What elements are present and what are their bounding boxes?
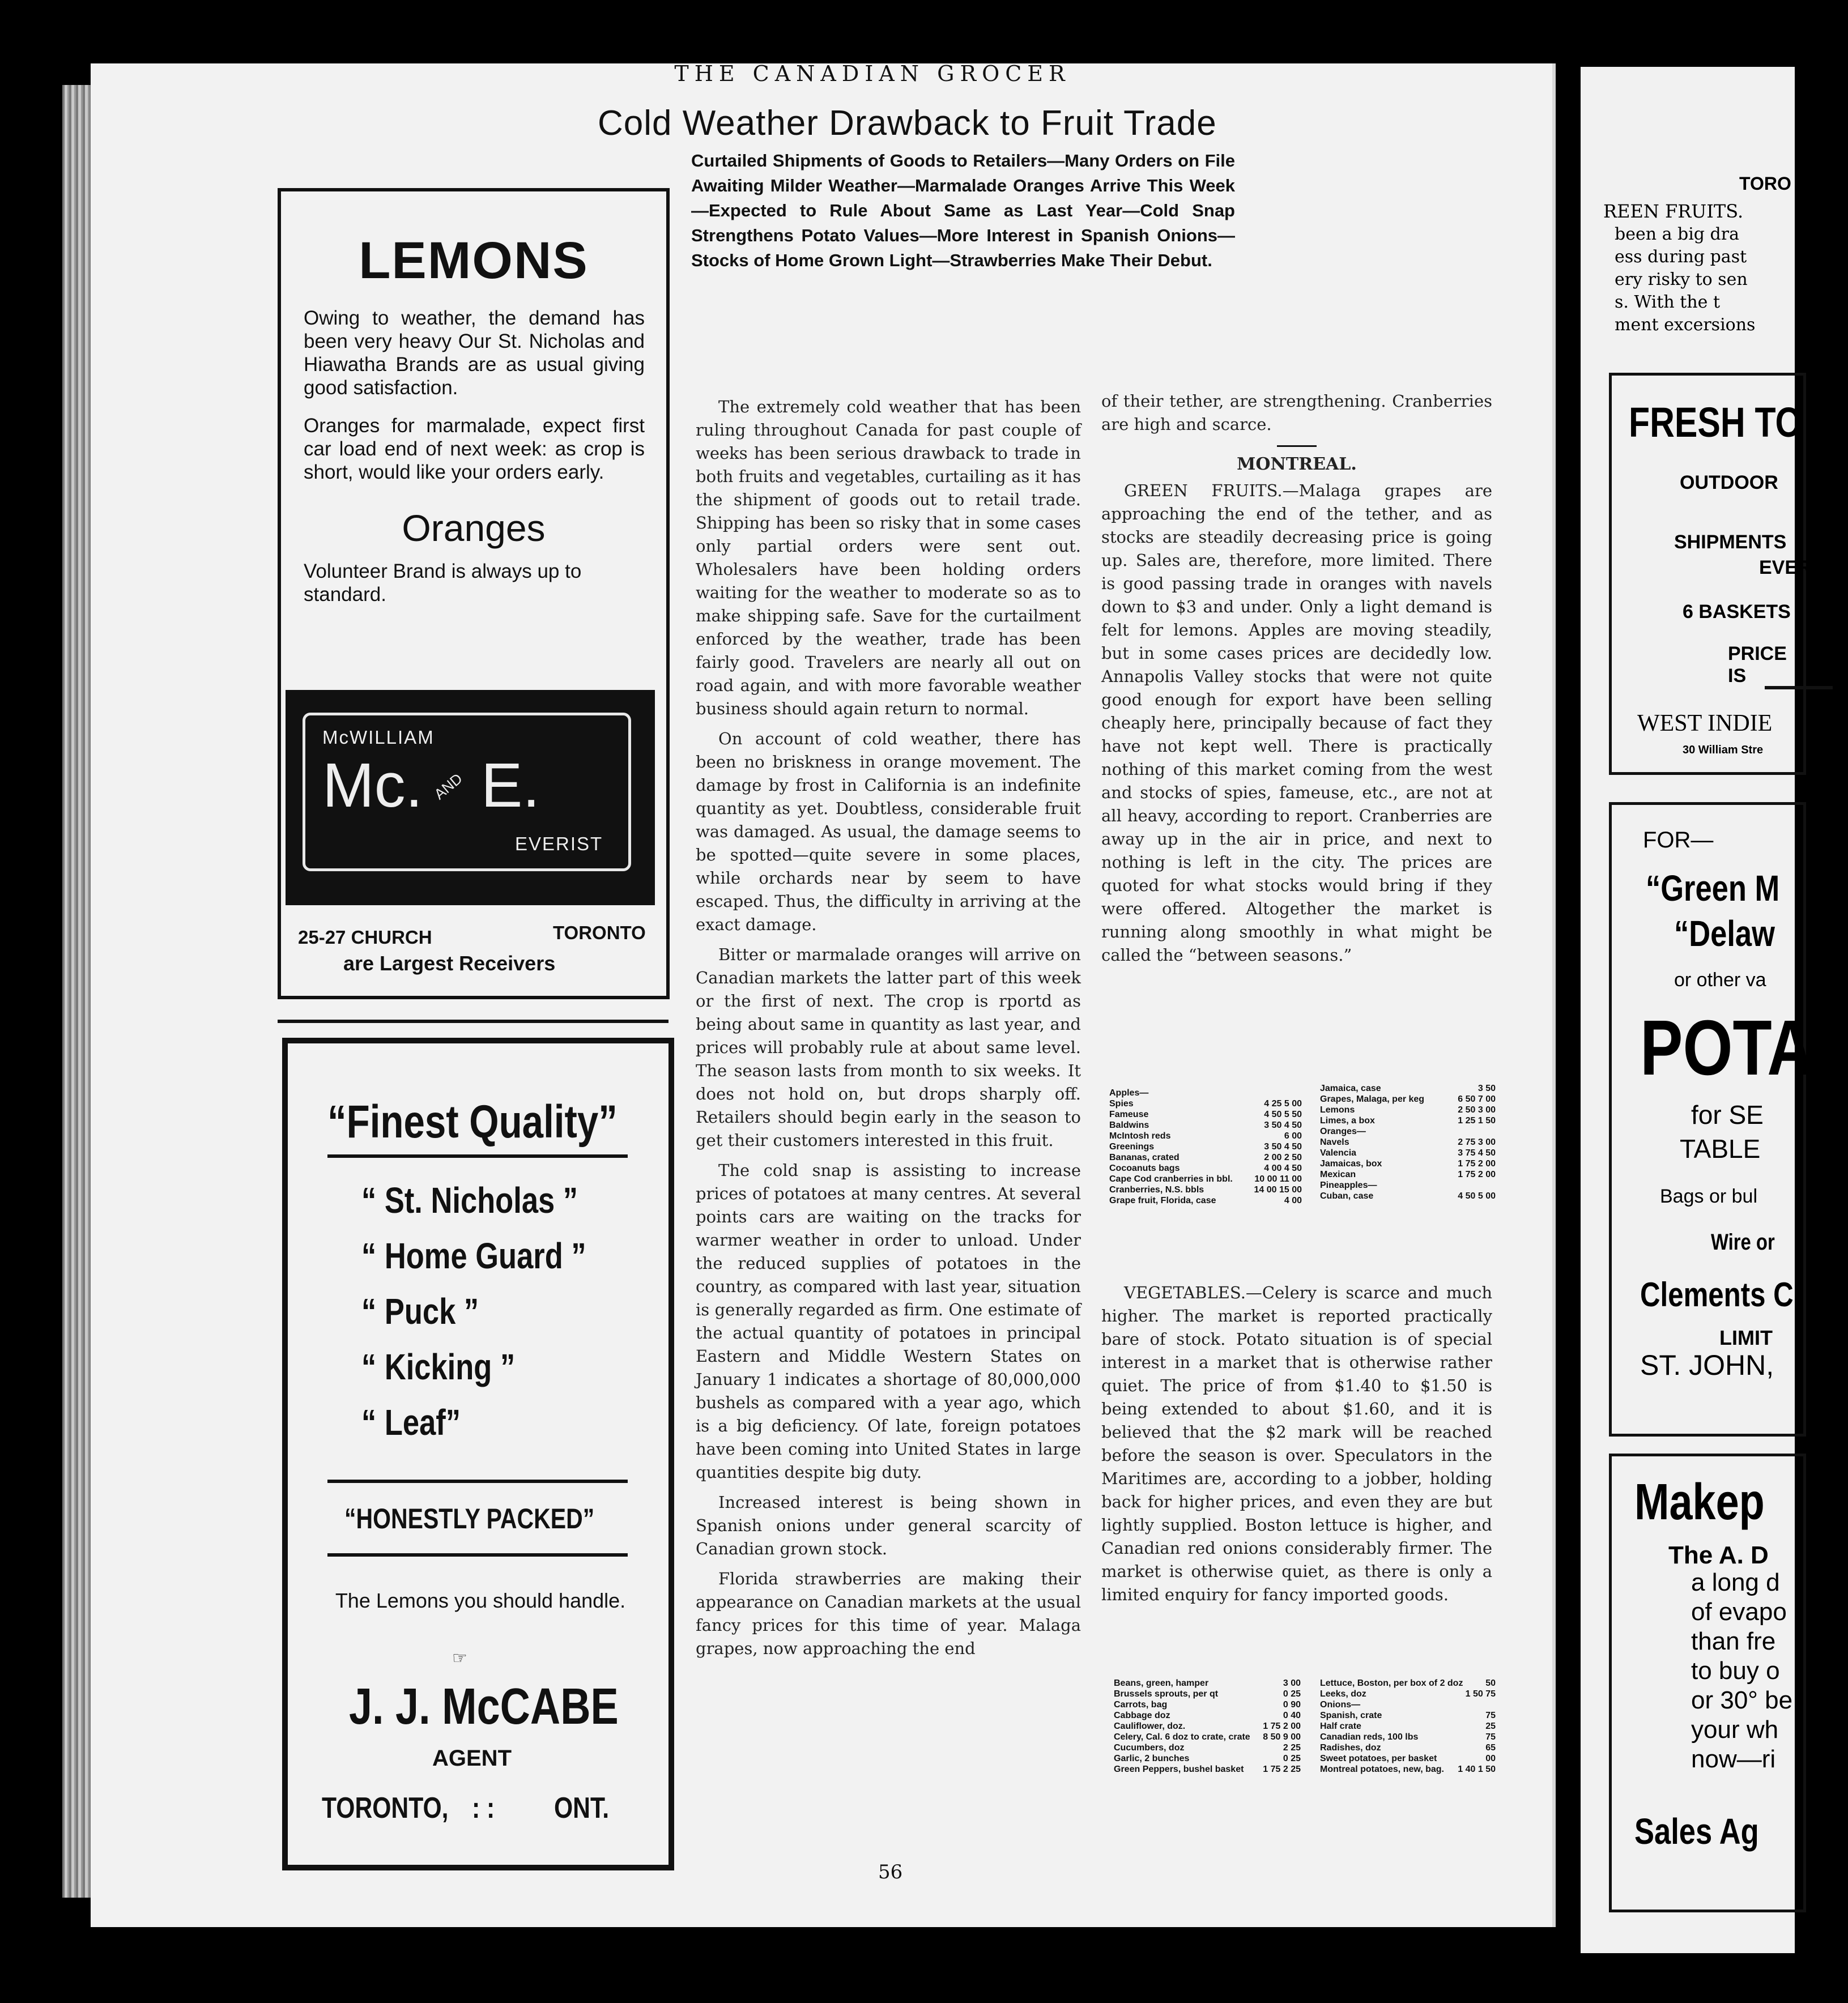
price-value: 2 00 2 50 — [1264, 1153, 1302, 1162]
price-item: Spies — [1109, 1099, 1134, 1109]
logo-mcwilliam: McWILLIAM — [322, 727, 435, 748]
next-page-line: been a big dra — [1615, 224, 1739, 244]
ad-line: to buy o — [1691, 1657, 1780, 1685]
lemons-advertisement — [278, 188, 670, 999]
price-value: 1 25 1 50 — [1458, 1116, 1496, 1126]
price-item: Cauliflower, doz. — [1114, 1721, 1186, 1731]
price-row — [1320, 1753, 1496, 1764]
address-toronto: TORONTO — [553, 922, 646, 943]
price-value: 25 — [1485, 1721, 1496, 1731]
price-item: Grape fruit, Florida, case — [1109, 1196, 1216, 1205]
article-column-1 — [696, 395, 1081, 1660]
packed-rule-bottom — [327, 1553, 628, 1557]
ad-line: than fre — [1691, 1627, 1776, 1655]
price-value: 2 50 3 00 — [1458, 1105, 1496, 1115]
price-item: Green Peppers, bushel basket — [1114, 1765, 1244, 1774]
price-item: Brussels sprouts, per qt — [1114, 1689, 1219, 1699]
price-value: 14 00 15 00 — [1254, 1185, 1302, 1195]
logo-and: AND — [431, 769, 466, 803]
price-row — [1109, 1098, 1302, 1109]
price-value: 3 00 — [1283, 1678, 1301, 1688]
article-paragraph: The extremely cold weather that has been ruling throughout Canada for past couple of weeks has been serious drawback to trade in both fruits and vegetables, curtailing as it has the shipment of goods out to retail trade. Shipping has been so risky that in some cases only partial orders were sent out. Wholesalers have been holding orders waiting for the weather to moderate so as to make shipping safe. Save for the curtailment enforced by the weather, trade has been fairly good. Travelers are nearly all out on road again, and with more favorable weather business should again return to normal. — [696, 397, 1081, 718]
price-item: Leeks, doz — [1320, 1689, 1366, 1699]
price-item: Jamaica, case — [1320, 1084, 1381, 1093]
price-item: Canadian reds, 100 lbs — [1320, 1732, 1419, 1742]
price-row — [1109, 1088, 1302, 1098]
price-item: Sweet potatoes, per basket — [1320, 1754, 1437, 1763]
price-row — [1109, 1174, 1302, 1184]
price-item: Limes, a box — [1320, 1116, 1375, 1126]
price-item: Cucumbers, doz — [1114, 1743, 1185, 1753]
packed-rule-top — [327, 1480, 628, 1483]
ad-line: PRICE IS — [1728, 643, 1787, 687]
evaporated-apples-ad — [1609, 1454, 1806, 1912]
price-row — [1114, 1710, 1301, 1721]
price-value: 2 25 — [1283, 1743, 1301, 1753]
ad-line: Makep — [1634, 1474, 1765, 1531]
price-row — [1320, 1721, 1496, 1732]
ad-line: your wh — [1691, 1716, 1779, 1744]
price-item: Beans, green, hamper — [1114, 1678, 1209, 1688]
price-row — [1114, 1753, 1301, 1764]
article-paragraph: Florida strawberries are making their appearance on Canadian markets at the usual fancy prices for this time of year. Malaga grapes, now approaching the end — [696, 1569, 1081, 1658]
price-item: Garlic, 2 bunches — [1114, 1754, 1190, 1763]
ad-line: TABLE — [1680, 1134, 1761, 1164]
price-value: 1 40 1 50 — [1458, 1765, 1496, 1774]
fruit-price-table-right — [1320, 1083, 1496, 1201]
price-value: 50 — [1485, 1678, 1496, 1688]
agent-label: AGENT — [432, 1746, 512, 1771]
article-column-2 — [1101, 390, 1492, 967]
price-value: 75 — [1485, 1711, 1496, 1720]
brand-item: “ Kicking ” — [361, 1346, 516, 1387]
price-item: Radishes, doz — [1320, 1743, 1381, 1753]
price-row — [1320, 1191, 1496, 1201]
price-item: Lettuce, Boston, per box of 2 doz — [1320, 1678, 1463, 1688]
price-value: 3 75 4 50 — [1458, 1148, 1496, 1158]
price-item: Celery, Cal. 6 doz to crate, crate — [1114, 1732, 1250, 1742]
next-page-heading: TORO — [1739, 173, 1791, 194]
price-row — [1114, 1732, 1301, 1742]
ad-line: The A. D — [1668, 1541, 1769, 1569]
ad-line: 6 BASKETS — [1683, 601, 1791, 623]
price-value: 00 — [1485, 1754, 1496, 1763]
ad-line: FOR— — [1643, 828, 1714, 853]
price-value: 0 90 — [1283, 1700, 1301, 1710]
price-row — [1114, 1678, 1301, 1689]
brand-item: “ Puck ” — [361, 1291, 479, 1332]
veg-price-table-left — [1114, 1678, 1301, 1775]
finest-quality-title: “Finest Quality” — [327, 1096, 618, 1148]
price-value: 1 75 2 00 — [1458, 1170, 1496, 1179]
article-paragraph: Bitter or marmalade oranges will arrive on Canadian markets the latter part of this week or the first of next. The crop is rportd as being about same in quantity as last year, and prices will probably rule at about same level. The season lasts from month to six weeks. It does not hold on, but drops sharply off. Retailers should begin early in the season to get their customers interested in this fruit. — [696, 945, 1081, 1150]
price-item: Carrots, bag — [1114, 1700, 1168, 1710]
ad-line: for SE — [1691, 1100, 1764, 1130]
page-header: THE CANADIAN GROCER — [674, 61, 1071, 86]
ad-line: Wire or — [1711, 1230, 1775, 1255]
price-item: Bananas, crated — [1109, 1153, 1180, 1162]
price-value: 1 75 2 00 — [1263, 1721, 1301, 1731]
next-page-text — [1615, 223, 1755, 336]
lemons-tagline: The Lemons you should handle. — [335, 1589, 626, 1612]
price-row — [1320, 1137, 1496, 1148]
address-church: 25-27 CHURCH — [298, 927, 432, 948]
ad-line: EVERY — [1759, 557, 1824, 578]
price-item: Cape Cod cranberries in bbl. — [1109, 1174, 1233, 1184]
ad-line: “Green M — [1646, 868, 1780, 909]
lemons-title: LEMONS — [359, 232, 589, 289]
brand-list — [361, 1179, 636, 1457]
price-item: Valencia — [1320, 1148, 1357, 1158]
price-item: Cranberries, N.S. bbls — [1109, 1185, 1204, 1195]
oranges-title: Oranges — [402, 507, 546, 549]
price-row — [1114, 1742, 1301, 1753]
ad-line: Sales Ag — [1634, 1811, 1759, 1852]
article-paragraph: Increased interest is being shown in Spanish onions under general scarcity of Canadian grown stock. — [696, 1493, 1081, 1558]
price-value: 3 50 4 50 — [1264, 1120, 1302, 1130]
logo-everist: EVERIST — [515, 833, 603, 854]
price-row — [1320, 1764, 1496, 1775]
brand-item: “ Leaf” — [361, 1402, 461, 1443]
montreal-heading: MONTREAL. — [1237, 454, 1357, 474]
price-row — [1320, 1169, 1496, 1180]
next-page-line: ery risky to sen — [1615, 270, 1748, 289]
price-value: 4 00 4 50 — [1264, 1164, 1302, 1173]
mccabe-advertisement — [282, 1038, 674, 1870]
price-row — [1109, 1120, 1302, 1131]
ad-line: a long d — [1691, 1569, 1780, 1596]
mcwilliam-everist-logo — [286, 690, 655, 905]
largest-receivers: are Largest Receivers — [343, 952, 556, 975]
province-label: ONT. — [554, 1792, 610, 1825]
ad-line: now—ri — [1691, 1745, 1776, 1773]
price-value: 4 50 5 50 — [1264, 1110, 1302, 1119]
price-value: 4 50 5 00 — [1458, 1191, 1496, 1201]
price-row — [1109, 1109, 1302, 1120]
price-row — [1109, 1195, 1302, 1206]
price-row — [1320, 1180, 1496, 1191]
price-row — [1320, 1105, 1496, 1115]
price-value: 1 75 2 25 — [1263, 1765, 1301, 1774]
price-row — [1320, 1678, 1496, 1689]
ad-line: Bags or bul — [1660, 1186, 1757, 1207]
montreal-rule — [1277, 445, 1317, 447]
next-page-green-fruits: REEN FRUITS. — [1603, 201, 1744, 222]
price-value: 4 00 — [1284, 1196, 1302, 1205]
ad-line: POTAT — [1640, 1004, 1848, 1092]
price-item: Cocoanuts bags — [1109, 1164, 1180, 1173]
price-value — [1411, 1699, 1496, 1710]
volunteer-paragraph: Volunteer Brand is always up to standard. — [304, 560, 582, 606]
price-row — [1320, 1742, 1496, 1753]
ad-line: “Delaw — [1674, 913, 1775, 954]
price-value — [1411, 1126, 1496, 1137]
price-item: Spanish, crate — [1320, 1711, 1382, 1720]
price-row — [1320, 1732, 1496, 1742]
divider-rule — [278, 1020, 668, 1023]
ad-line: SHIPMENTS — [1674, 531, 1787, 553]
price-item: Jamaicas, box — [1320, 1159, 1382, 1169]
price-item: Pineapples— — [1320, 1181, 1377, 1190]
title-underline — [327, 1154, 628, 1158]
ad-line: or 30° be — [1691, 1686, 1793, 1714]
brand-item: “ Home Guard ” — [361, 1235, 586, 1276]
price-value: 0 40 — [1283, 1711, 1301, 1720]
price-item: Grapes, Malaga, per keg — [1320, 1094, 1425, 1104]
price-item: Mexican — [1320, 1170, 1356, 1179]
price-item: Montreal potatoes, new, bag. — [1320, 1765, 1444, 1774]
price-value: 3 50 — [1477, 1084, 1496, 1093]
price-value: 1 50 75 — [1465, 1689, 1496, 1699]
mccabe-name: J. J. McCABE — [349, 1678, 619, 1735]
ad-line: Clements C — [1640, 1276, 1794, 1314]
price-item: Onions— — [1320, 1700, 1361, 1710]
price-value: 1 75 2 00 — [1458, 1159, 1496, 1169]
article-paragraph: The cold snap is assisting to increase prices of potatoes at many centres. At several points cars are waiting on the tracks for warmer weather in order to unload. Under the reduced supplies of potatoes in the country, as compared with last year, situation is generally regarded as firm. One estimate of the actual quantity of potatoes in principal Eastern and Middle Western States on January 1 indicates a shortage of 80,000,000 bushels as compared with a year ago, which is a big deficiency. Of late, foreign potatoes have been coming into United States in large quantities despite big duty. — [696, 1161, 1081, 1482]
price-value: 65 — [1485, 1743, 1496, 1753]
price-row — [1320, 1699, 1496, 1710]
price-item: Oranges— — [1320, 1127, 1366, 1136]
price-row — [1109, 1184, 1302, 1195]
price-row — [1320, 1710, 1496, 1721]
veg-price-table-right — [1320, 1678, 1496, 1775]
ad-line: of evapo — [1691, 1598, 1787, 1626]
hand-ornament: ☞ — [452, 1648, 467, 1668]
vegetables-paragraph: VEGETABLES.—Celery is scarce and much higher. The market is reported practically bare of stock. Potato situation is of special interest in a market that is otherwise rather quiet. The price of from $1.40 to $1.50 is being extended to about $1.60, and it is believed that the $2 mark will be reached before the season is over. Speculators in the Maritimes are, according to a jobber, holding back for higher prices, and even they are but lightly supplied. Boston lettuce is higher, and Canadian red onions considerably firmer. The market is otherwise quiet, as there is only a limited enquiry for fancy imported goods. — [1101, 1283, 1492, 1604]
price-row — [1109, 1152, 1302, 1163]
price-row — [1114, 1689, 1301, 1699]
price-value: 3 50 4 50 — [1264, 1142, 1302, 1152]
price-row — [1320, 1158, 1496, 1169]
price-item: Fameuse — [1109, 1110, 1149, 1119]
article-headline: Cold Weather Drawback to Fruit Trade — [598, 104, 1217, 143]
page-number: 56 — [878, 1861, 903, 1883]
price-item: Lemons — [1320, 1105, 1355, 1115]
price-value — [1217, 1088, 1302, 1098]
next-page-line: ment excersions — [1615, 315, 1756, 335]
price-value: 0 25 — [1283, 1689, 1301, 1699]
ad-line: LIMIT — [1719, 1326, 1773, 1349]
ad-line: OUTDOOR — [1680, 472, 1778, 493]
price-row — [1109, 1141, 1302, 1152]
price-value: 2 75 3 00 — [1458, 1137, 1496, 1147]
address-colons: : : — [472, 1792, 495, 1825]
price-value: 10 00 11 00 — [1254, 1174, 1302, 1184]
price-item: McIntosh reds — [1109, 1131, 1171, 1141]
price-value: 8 50 9 00 — [1263, 1732, 1301, 1742]
green-fruits-paragraph: GREEN FRUITS.—Malaga grapes are approaching the end of the tether, and as stocks are steadily decreasing price is going up. Sales are, therefore, more limited. There is good passing trade in oranges with navels down to $3 and under. Only a light demand is felt for lemons. Apples are moving steadily, but in some cases prices are decidedly low. Annapolis Valley stocks that were not quite good enough for export have been selling cheaply here, principally because of fact they have not kept well. There is practically nothing of this market coming from the west and stocks of spies, fameuse, etc., are not at all heavy, according to report. Cranberries are away up in the air in price, and next to nothing is left in the city. The prices are quoted for what stocks would bring if they were offered. Altogether the market is running along smoothly in what might be called the “between seasons.” — [1101, 481, 1492, 965]
ad-line: or other va — [1674, 969, 1766, 991]
price-row — [1320, 1083, 1496, 1094]
price-item: Greenings — [1109, 1142, 1155, 1152]
price-row — [1114, 1764, 1301, 1775]
price-row — [1114, 1699, 1301, 1710]
logo-mc: Mc. — [322, 751, 423, 820]
price-item: Cuban, case — [1320, 1191, 1374, 1201]
ad-line: WEST INDIE — [1637, 710, 1773, 736]
price-value: 6 00 — [1284, 1131, 1302, 1141]
price-value: 0 25 — [1283, 1754, 1301, 1763]
price-item: Half crate — [1320, 1721, 1361, 1731]
column-2-intro: of their tether, are strengthening. Cranberries are high and scarce. — [1101, 391, 1492, 434]
price-value: 6 50 7 00 — [1458, 1094, 1496, 1104]
vegetables-section — [1101, 1281, 1492, 1606]
ad-line: 30 William Stre — [1683, 744, 1764, 756]
price-row — [1109, 1131, 1302, 1141]
ad-rule — [1765, 686, 1833, 689]
price-value — [1411, 1180, 1496, 1191]
marmalade-paragraph: Oranges for marmalade, expect first car load end of next week: as crop is short, would like your orders early. — [304, 415, 645, 483]
lemons-paragraph: Owing to weather, the demand has been very heavy Our St. Nicholas and Hiawatha Brands are as usual giving good satisfaction. — [304, 307, 645, 399]
fruit-price-table-left — [1109, 1088, 1302, 1206]
price-value: 75 — [1485, 1732, 1496, 1742]
ad-line: FRESH TO — [1629, 399, 1802, 446]
next-page-line: s. With the t — [1615, 292, 1721, 312]
price-row — [1320, 1689, 1496, 1699]
price-row — [1109, 1163, 1302, 1174]
price-item: Cabbage doz — [1114, 1711, 1170, 1720]
article-paragraph: On account of cold weather, there has been no briskness in orange movement. The damage by frost in California is an indefinite quantity as yet. Doubtless, considerable fruit was damaged. As usual, the damage seems to be spotted—quite severe in some places, while orchards near by seem to have escaped. Thus, the difficulty in arriving at the exact damage. — [696, 729, 1081, 934]
potatoes-ad — [1609, 802, 1848, 1437]
price-row — [1114, 1721, 1301, 1732]
price-item: Baldwins — [1109, 1120, 1149, 1130]
fresh-tomatoes-ad — [1609, 373, 1824, 775]
price-item: Apples— — [1109, 1088, 1149, 1098]
next-page — [1581, 67, 1848, 1953]
price-item: Navels — [1320, 1137, 1349, 1147]
price-row — [1320, 1126, 1496, 1137]
price-row — [1320, 1115, 1496, 1126]
price-value: 4 25 5 00 — [1264, 1099, 1302, 1109]
brand-item: “ St. Nicholas ” — [361, 1180, 578, 1221]
article-subhead: Curtailed Shipments of Goods to Retailers—Many Orders on File Awaiting Milder Weather—Marmalade Oranges Arrive This Week—Expected to Rule About Same as Last Year—Cold Snap Strengthens Potato Values—More Interest in Spanish Onions—Stocks of Home Grown Light—Strawberries Make Their Debut. — [691, 151, 1235, 270]
next-page-line: ess during past — [1615, 247, 1747, 267]
logo-e: E. — [481, 751, 540, 820]
honestly-packed: “HONESTLY PACKED” — [344, 1503, 595, 1535]
ad-line: ST. JOHN, — [1640, 1349, 1774, 1381]
city-label: TORONTO, — [322, 1792, 449, 1825]
price-row — [1320, 1094, 1496, 1105]
price-row — [1320, 1148, 1496, 1158]
